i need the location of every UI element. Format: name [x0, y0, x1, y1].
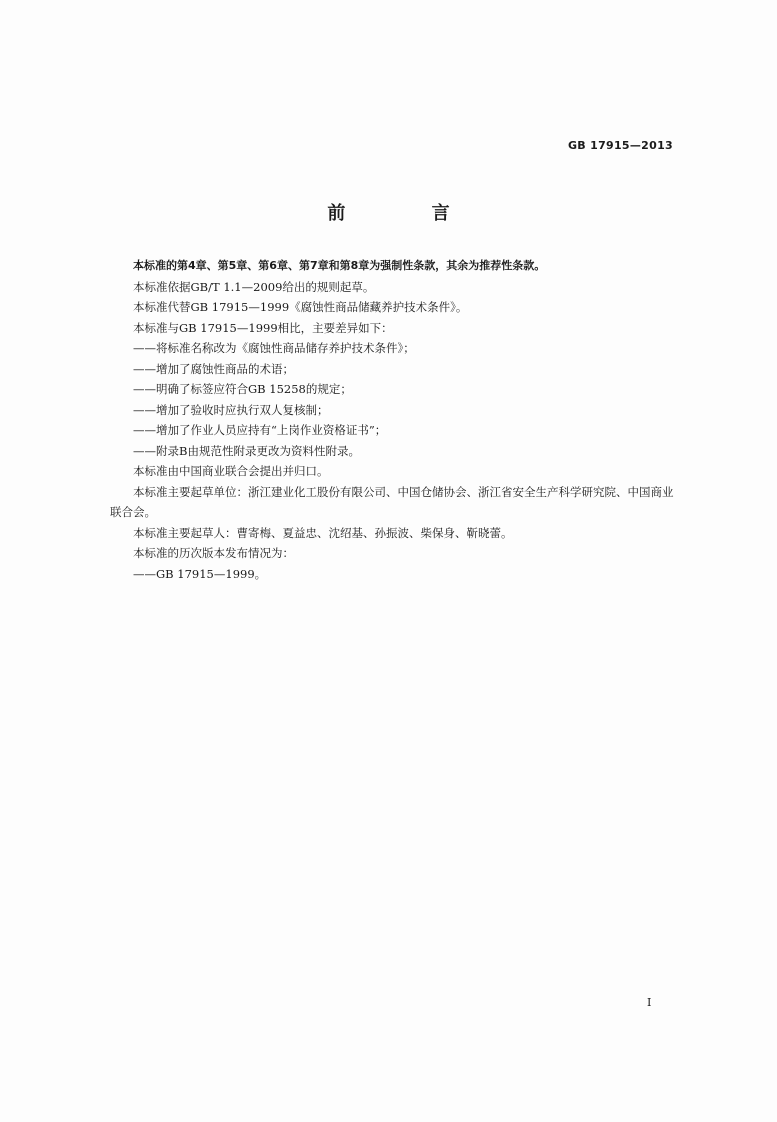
differences-intro-paragraph: 本标准与GB 17915—1999相比，主要差异如下： [133, 320, 393, 335]
foreword-body [110, 256, 680, 584]
page-title: 前 言 [327, 203, 490, 224]
history-item: ——GB 17915—1999。 [133, 566, 267, 581]
difference-item: ——将标准名称改为《腐蚀性商品储存养护技术条件》； [133, 341, 415, 355]
difference-item: ——附录B由规范性附录更改为资料性附录。 [133, 443, 360, 458]
history-intro-paragraph: 本标准的历次版本发布情况为： [133, 546, 294, 560]
mandatory-clauses-paragraph: 本标准的第4章、第5章、第6章、第7章和第8章为强制性条款，其余为推荐性条款。 [133, 259, 546, 272]
drafting-rules-paragraph: 本标准依据GB/T 1.1—2009给出的规则起草。 [133, 279, 375, 294]
difference-item: ——增加了验收时应执行双人复核制； [133, 402, 329, 417]
replacement-paragraph: 本标准代替GB 17915—1999《腐蚀性商品储藏养护技术条件》。 [133, 300, 468, 314]
drafters-paragraph: 本标准主要起草人：曹寄梅、夏益忠、沈绍基、孙振波、柴保身、靳晓蕾。 [133, 525, 513, 540]
difference-item: ——明确了标签应符合GB 15258的规定； [133, 382, 352, 396]
difference-item: ——增加了作业人员应持有“上岗作业资格证书”； [133, 423, 387, 437]
page-number: I [647, 996, 652, 1009]
difference-item: ——增加了腐蚀性商品的术语； [133, 361, 294, 376]
drafting-units-paragraph: 本标准主要起草单位：浙江建业化工股份有限公司、中国仓储协会、浙江省安全生产科学研究院、中国商业联合会。 [110, 484, 674, 519]
standard-code: GB 17915—2013 [567, 139, 673, 152]
proposer-paragraph: 本标准由中国商业联合会提出并归口。 [133, 464, 329, 478]
